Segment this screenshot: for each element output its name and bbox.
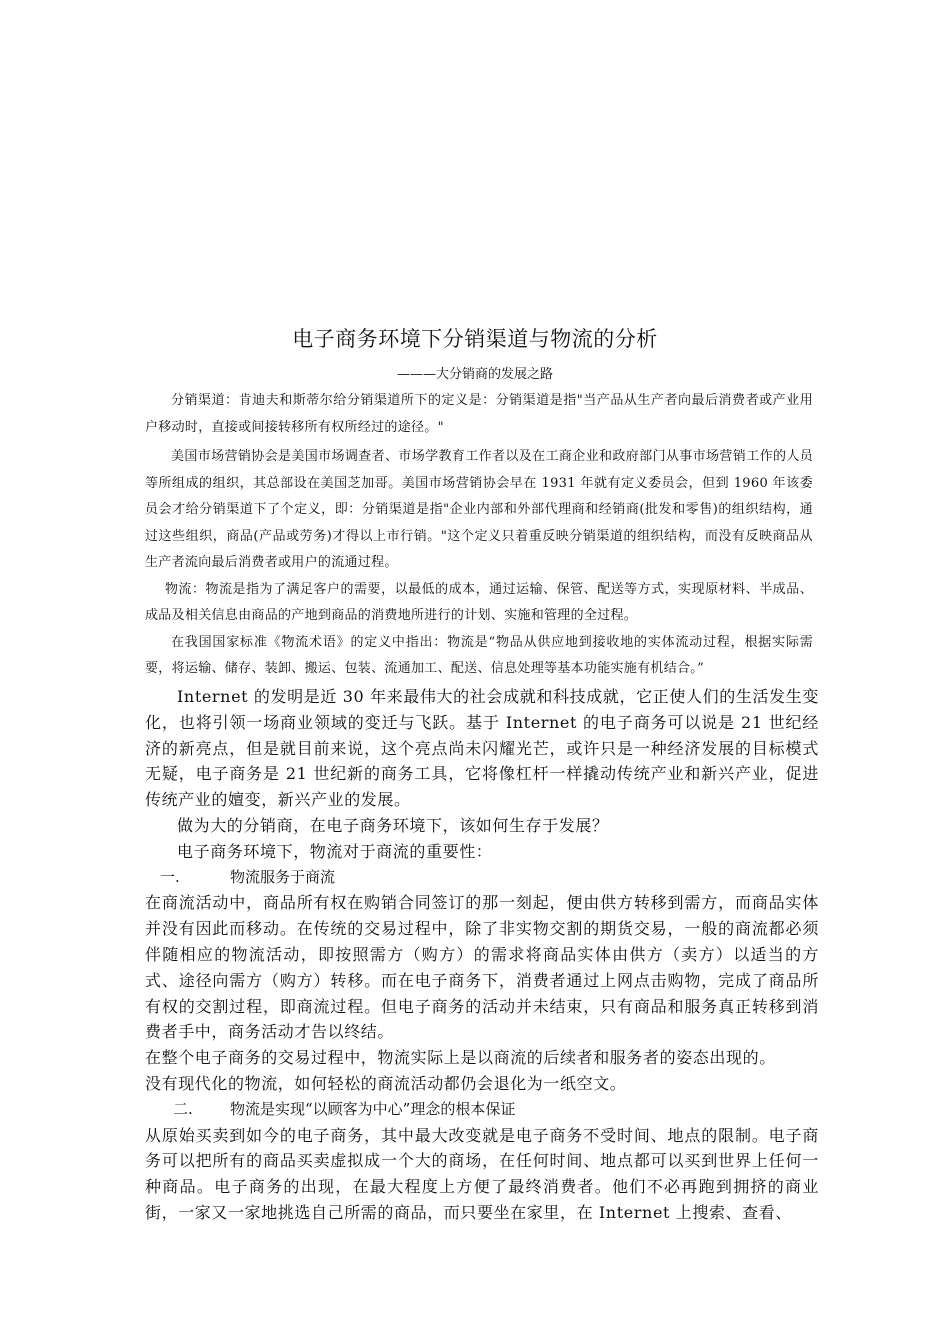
document-subtitle: ———大分销商的发展之路 xyxy=(396,367,553,382)
section-heading-1 xyxy=(145,865,819,891)
section-title-1: 物流服务于商流 xyxy=(230,867,336,886)
definitions-section xyxy=(145,388,813,683)
section2-paragraph: 从原始买卖到如今的电子商务，其中最大改变就是电子商务不受时间、地点的限制。电子商务可以把所有的商品买卖虚拟成一个大的商场，在任何时间、地点都可以买到世界上任何一种商品。电子商务的出现，在最大程度上方便了最终消费者。他们不必再跑到拥挤的商业街，一家又一家地挑选自己所需的商品，而只要坐在家里，在 Internet 上搜索、查看、 xyxy=(145,1125,819,1222)
section-heading-2 xyxy=(145,1097,819,1123)
section-title-2: 物流是实现“以顾客为中心”理念的根本保证 xyxy=(230,1099,516,1118)
section-number-1: 一. xyxy=(160,867,180,886)
paragraph-ama-definition: 美国市场营销协会是美国市场调查者、市场学教育工作者以及在工商企业和政府部门从事市场营销工作的人员等所组成的组织，其总部设在美国芝加哥。美国市场营销协会早在 1931 年就有定义委员会，但到 1960 年该委员会才给分销渠道下了个定义，即：分销渠道是指"企业内部和外部代理商和经销商(批发和零售)的组织结构，通过这些组织，商品(产品或劳务)才得以上市行销。"这个定义只着重反映分销渠道的组织结构，而没有反映商品从生产者流向最后消费者或用户的流通过程。 xyxy=(145,449,813,570)
section-number-2: 二. xyxy=(173,1099,193,1118)
paragraph-question: 做为大的分销商，在电子商务环境下，该如何生存于发展？ xyxy=(177,815,609,835)
section1-paragraph: 在商流活动中，商品所有权在购销合同签订的那一刻起，便由供方转移到需方，而商品实体并没有因此而移动。在传统的交易过程中，除了非实物交割的期货交易，一般的商流都必须伴随相应的物流活动，即按照需方（购方）的需求将商品实体由供方（卖方）以适当的方式、途径向需方（购方）转移。而在电子商务下，消费者通过上网点击购物，完成了商品所有权的交割过程，即商流过程。但电子商务的活动并未结束，只有商品和服务真正转移到消费者手中，商务活动才告以终结。 xyxy=(145,893,819,1042)
paragraph-distribution-channel-definition: 分销渠道：肯迪夫和斯蒂尔给分销渠道所下的定义是：分销渠道是指"当产品从生产者向最后消费者或产业用户移动时，直接或间接转移所有权所经过的途径。" xyxy=(145,393,813,435)
paragraph-importance: 电子商务环境下，物流对于商流的重要性： xyxy=(177,841,493,861)
paragraph-internet-intro: Internet 的发明是近 30 年来最伟大的社会成就和科技成就，它正使人们的生活发生变化，也将引领一场商业领域的变迁与飞跃。基于 Internet 的电子商务可以说是 21 世纪经济的新亮点，但是就目前来说，这个亮点尚未闪耀光芒，或许只是一种经济发展的目标模式无疑，电子商务是 21 世纪新的商务工具，它将像杠杆一样撬动传统产业和新兴产业，促进传统产业的嬗变，新兴产业的发展。 xyxy=(145,687,819,810)
section1-paragraph: 没有现代化的物流，如何轻松的商流活动都仍会退化为一纸空文。 xyxy=(145,1073,627,1093)
paragraph-national-standard-definition: 在我国国家标准《物流术语》的定义中指出：物流是“物品从供应地到接收地的实体流动过程，根据实际需要，将运输、储存、装卸、搬运、包装、流通加工、配送、信息处理等基本功能实施有机结合。” xyxy=(145,634,813,676)
paragraph-logistics-definition: 物流：物流是指为了满足客户的需要，以最低的成本，通过运输、保管、配送等方式，实现原材料、半成品、成品及相关信息由商品的产地到商品的消费地所进行的计划、实施和管理的全过程。 xyxy=(145,581,813,623)
main-body-section xyxy=(145,684,819,1226)
document-title: 电子商务环境下分销渠道与物流的分析 xyxy=(292,327,658,351)
section1-paragraph: 在整个电子商务的交易过程中，物流实际上是以商流的后续者和服务者的姿态出现的。 xyxy=(145,1048,776,1068)
